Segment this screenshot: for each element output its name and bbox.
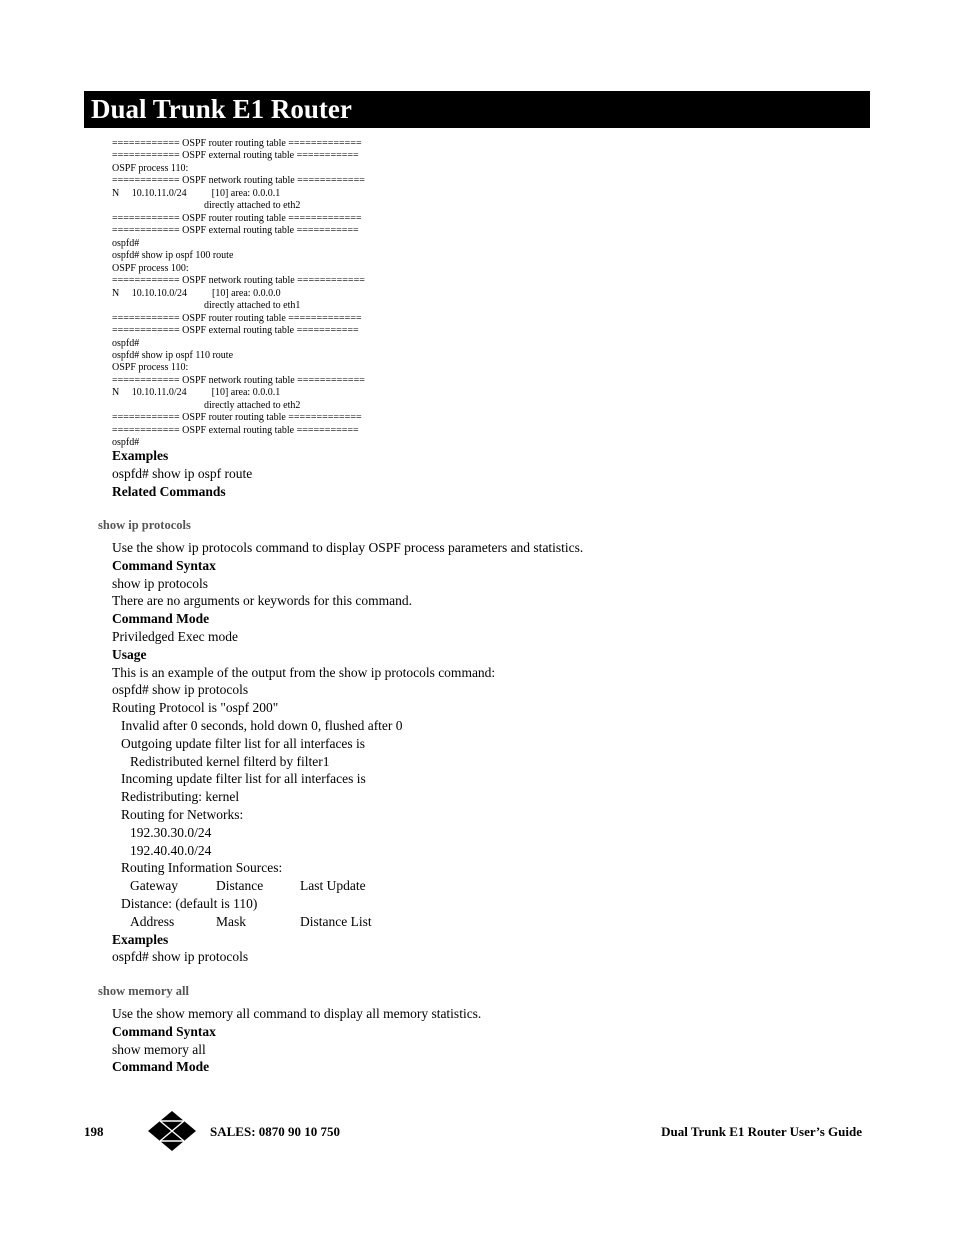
text-line: ospfd# show ip protocols xyxy=(112,949,249,965)
table-header-cell: Address xyxy=(130,913,175,929)
code-line: N 10.10.10.0/24 [10] area: 0.0.0.0 xyxy=(112,287,281,299)
code-line: OSPF process 110: xyxy=(112,162,189,174)
subheading: Usage xyxy=(112,646,147,662)
show-ip-protocols-body xyxy=(112,539,872,966)
code-line: directly attached to eth2 xyxy=(204,200,301,212)
text-line: Use the show ip protocols command to display OSPF process parameters and statistics. xyxy=(112,540,584,555)
code-line: ============ OSPF router routing table ============= xyxy=(112,212,362,224)
section-heading-show-ip-protocols: show ip protocols xyxy=(98,518,191,532)
code-line: N 10.10.11.0/24 [10] area: 0.0.0.1 xyxy=(112,187,281,199)
table-header-row xyxy=(112,877,872,895)
subheading: Command Syntax xyxy=(112,557,216,573)
text-line: Incoming update filter list for all interfaces is xyxy=(121,771,366,787)
table-header-cell: Gateway xyxy=(130,878,178,894)
text-line: Priviledged Exec mode xyxy=(112,628,238,644)
code-line: ============ OSPF network routing table ============ xyxy=(112,275,365,287)
text-line: Redistributing: kernel xyxy=(121,789,240,805)
guide-title: Dual Trunk E1 Router User’s Guide xyxy=(661,1124,862,1139)
text-line: There are no arguments or keywords for this command. xyxy=(112,593,413,609)
code-line: N 10.10.11.0/24 [10] area: 0.0.0.1 xyxy=(112,387,281,399)
table-header-row xyxy=(112,913,872,931)
sales-phone: SALES: 0870 90 10 750 xyxy=(210,1124,341,1139)
subheading: Examples xyxy=(112,931,169,947)
section-heading-show-memory-all: show memory all xyxy=(98,984,189,998)
code-line: ospfd# show ip ospf 110 route xyxy=(112,349,234,361)
text-line: Routing for Networks: xyxy=(121,806,244,822)
code-line: ============ OSPF external routing table =========== xyxy=(112,150,359,162)
text-line: Use the show memory all command to display all memory statistics. xyxy=(112,1006,482,1021)
subheading: Command Syntax xyxy=(112,1023,216,1039)
code-line: directly attached to eth2 xyxy=(204,399,301,411)
text-line: 192.30.30.0/24 xyxy=(130,824,212,840)
text-line: show ip protocols xyxy=(112,575,208,591)
text-line: ospfd# show ip protocols xyxy=(112,682,249,698)
code-line: ospfd# show ip ospf 100 route xyxy=(112,250,234,262)
text-line: Outgoing update filter list for all interfaces is xyxy=(121,735,366,751)
code-line: OSPF process 100: xyxy=(112,262,189,274)
text-line: show memory all xyxy=(112,1041,206,1057)
table-header-cell: Mask xyxy=(216,913,246,929)
page-header-bar xyxy=(84,91,870,128)
text-line: Routing Information Sources: xyxy=(121,860,283,876)
code-line: ospfd# xyxy=(112,337,140,349)
subheading: Command Mode xyxy=(112,1059,210,1075)
page-number: 198 xyxy=(84,1124,104,1139)
code-line: ============ OSPF external routing table =========== xyxy=(112,225,359,237)
text-line: Routing Protocol is "ospf 200" xyxy=(112,700,279,716)
ospf-route-examples xyxy=(112,447,872,500)
code-line: ospfd# xyxy=(112,237,140,249)
subheading: Command Mode xyxy=(112,611,210,627)
ospf-route-output xyxy=(112,138,532,450)
subheading: Related Commands xyxy=(112,483,226,499)
code-line: directly attached to eth1 xyxy=(204,300,301,312)
table-header-cell: Distance xyxy=(216,878,264,894)
code-line: ============ OSPF router routing table ============= xyxy=(112,138,362,149)
text-line: 192.40.40.0/24 xyxy=(130,842,212,858)
code-line: ospfd# xyxy=(112,437,140,449)
code-line: ============ OSPF network routing table ============ xyxy=(112,175,365,187)
code-line: OSPF process 110: xyxy=(112,362,189,374)
code-line: ============ OSPF external routing table =========== xyxy=(112,325,359,337)
text-line: Invalid after 0 seconds, hold down 0, flushed after 0 xyxy=(121,717,403,733)
code-line: ============ OSPF router routing table ============= xyxy=(112,412,362,424)
table-header-cell: Last Update xyxy=(300,878,366,894)
subheading: Examples xyxy=(112,448,169,463)
code-line: ============ OSPF external routing table =========== xyxy=(112,424,359,436)
text-line: Redistributed kernel filterd by filter1 xyxy=(130,753,330,769)
page-title: Dual Trunk E1 Router xyxy=(91,94,352,124)
black-box-logo-icon xyxy=(148,1111,196,1156)
code-line: ============ OSPF router routing table ============= xyxy=(112,312,362,324)
show-memory-all-body xyxy=(112,1005,872,1076)
table-header-cell: Distance List xyxy=(300,913,372,929)
text-line: ospfd# show ip ospf route xyxy=(112,465,253,481)
code-line: ============ OSPF network routing table ============ xyxy=(112,374,365,386)
text-line: This is an example of the output from the show ip protocols command: xyxy=(112,664,496,680)
text-line: Distance: (default is 110) xyxy=(121,895,258,911)
